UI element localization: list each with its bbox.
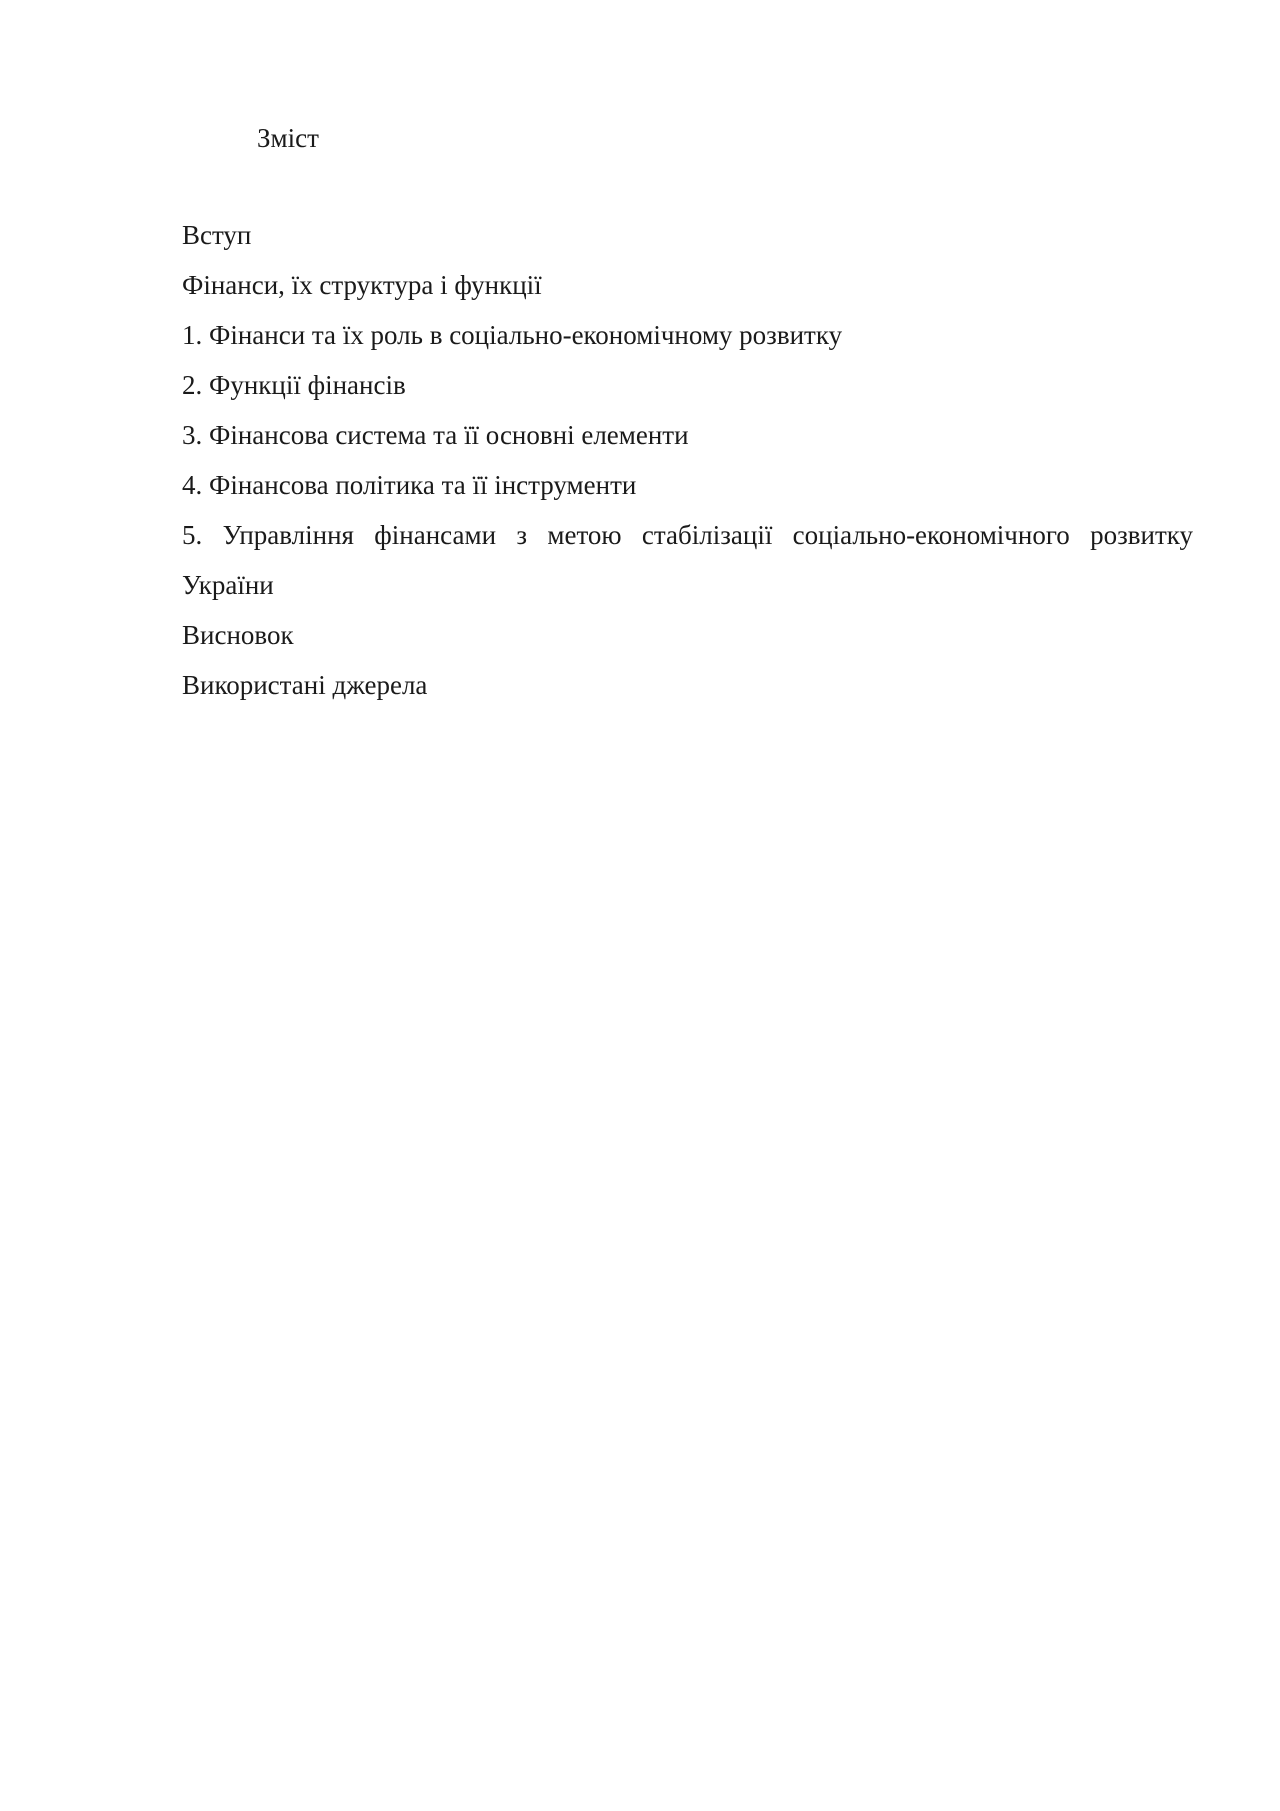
toc-item-sources: Використані джерела bbox=[182, 670, 428, 700]
toc-item-section-4: 4. Фінансова політика та її інструменти bbox=[182, 470, 637, 500]
toc-title: Зміст bbox=[257, 123, 319, 153]
table-of-contents bbox=[182, 210, 1193, 710]
toc-item-conclusion: Висновок bbox=[182, 620, 294, 650]
toc-item-introduction: Вступ bbox=[182, 220, 252, 250]
toc-item-section-2: 2. Функції фінансів bbox=[182, 370, 406, 400]
toc-item-finance-structure: Фінанси, їх структура і функції bbox=[182, 270, 542, 300]
toc-item-section-1: 1. Фінанси та їх роль в соціально-економічному розвитку bbox=[182, 320, 843, 350]
toc-item-section-3: 3. Фінансова система та її основні елементи bbox=[182, 420, 689, 450]
toc-item-section-5: 5. Управління фінансами з метою стабілізації соціально-економічного розвитку України bbox=[182, 520, 1193, 600]
